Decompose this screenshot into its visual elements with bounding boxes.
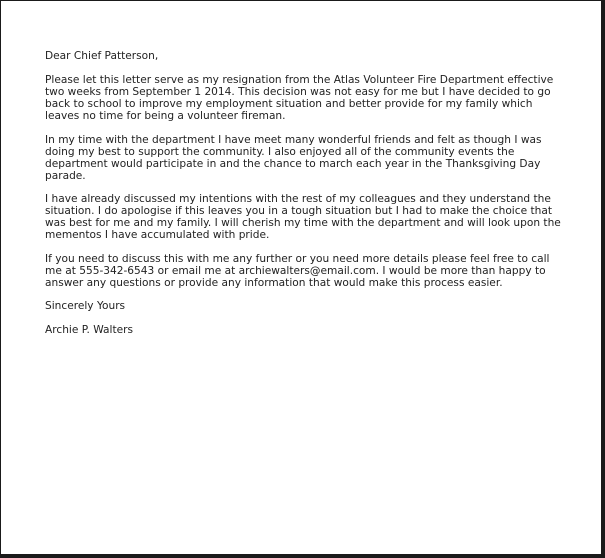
paragraph-department-experience: In my time with the department I have meet many wonderful friends and felt as though I was doing my best to support the community. I also enjoyed all of the community events the department would participate in and the chance to march each year in the Thanksgiving Day parade. [45, 133, 542, 182]
paragraph-resignation-notice: Please let this letter serve as my resignation from the Atlas Volunteer Fire Department effective two weeks from September 1 2014. This decision was not easy for me but I have decided to go back to school to improve my employment situation and better provide for my family which leaves no time for being a volunteer fireman. [45, 74, 554, 122]
resignation-letter [45, 50, 565, 347]
paragraph-colleagues-discussed: I have already discussed my intentions with the rest of my colleagues and they understand the situation. I do apologise if this leaves you in a tough situation but I had to make the choice that was best for me and my family. I will cherish my time with the department and will look upon the mementos I have accumulated with pride. [45, 193, 561, 241]
signature-name: Archie P. Walters [45, 323, 133, 336]
salutation: Dear Chief Patterson, [45, 50, 159, 62]
paragraph-contact-info: If you need to discuss this with me any further or you need more details please feel free to call me at 555-342-6543 or email me at archiewalters@email.com. I would be more than happy to answer any questions or provide any information that would make this process easier. [45, 252, 550, 289]
closing: Sincerely Yours [45, 300, 126, 312]
